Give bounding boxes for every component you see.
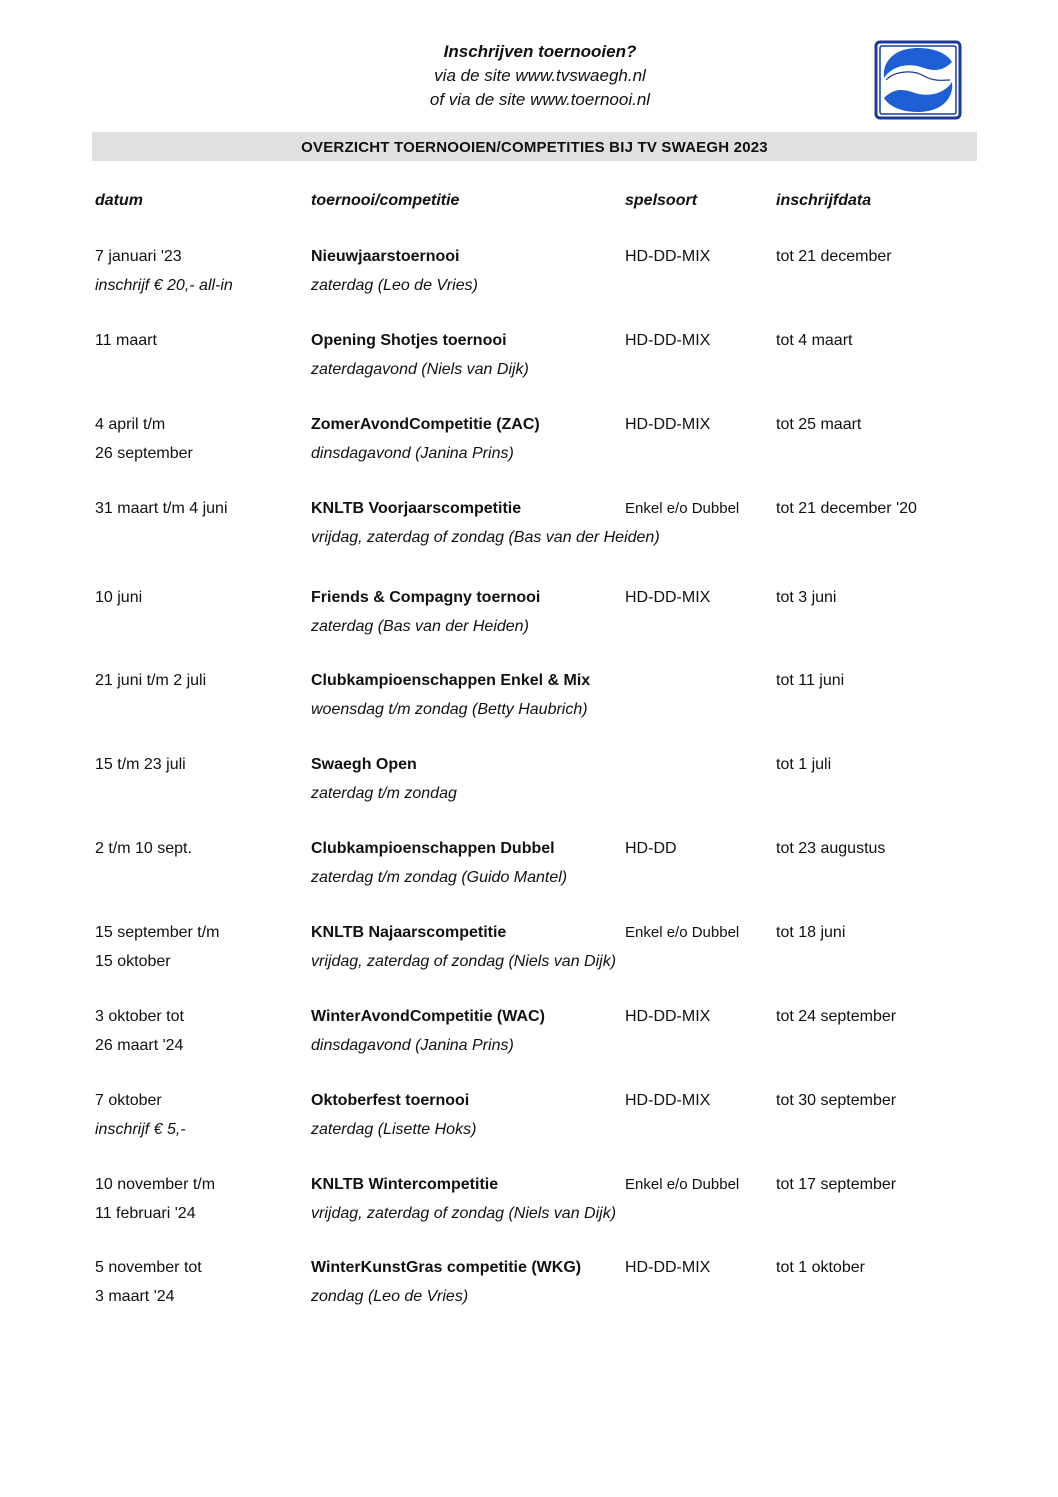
row-date: 7 oktober [95,1092,162,1109]
row-date-extra: inschrijf € 20,- all-in [95,277,233,294]
row-tournament-name: Swaegh Open [311,756,417,773]
row-tournament-detail: zaterdag (Bas van der Heiden) [311,618,529,635]
row-date-extra: 26 maart '24 [95,1037,184,1054]
row-date: 31 maart t/m 4 juni [95,500,228,517]
row-play-type: Enkel e/o Dubbel [625,924,740,941]
row-deadline: tot 30 september [776,1092,897,1109]
table-row [0,918,1058,978]
row-deadline: tot 17 september [776,1176,897,1193]
row-tournament-detail: zaterdag (Lisette Hoks) [311,1121,477,1138]
header-line-1: Inschrijven toernooien? [443,42,637,61]
row-tournament-detail: vrijdag, zaterdag of zondag (Niels van Dijk) [311,1205,617,1222]
row-play-type: HD-DD-MIX [625,248,711,265]
row-play-type: HD-DD-MIX [625,589,711,606]
row-tournament-detail: dinsdagavond (Janina Prins) [311,445,514,462]
row-deadline: tot 25 maart [776,416,862,433]
row-date-extra: 11 februari '24 [95,1205,196,1222]
row-tournament-name: KNLTB Najaarscompetitie [311,924,507,941]
row-date-extra: 3 maart '24 [95,1288,175,1305]
table-row [0,1253,1058,1313]
row-play-type: Enkel e/o Dubbel [625,500,740,517]
row-deadline: tot 11 juni [776,672,845,689]
page-title: OVERZICHT TOERNOOIEN/COMPETITIES BIJ TV SWAEGH 2023 [92,132,977,161]
row-deadline: tot 3 juni [776,589,837,606]
row-date-extra: 26 september [95,445,193,462]
header-block [300,40,780,112]
row-tournament-name: WinterKunstGras competitie (WKG) [311,1259,582,1276]
row-tournament-name: ZomerAvondCompetitie (ZAC) [311,416,540,433]
row-tournament-name: KNLTB Voorjaarscompetitie [311,500,522,517]
row-date: 2 t/m 10 sept. [95,840,192,857]
row-tournament-name: Nieuwjaarstoernooi [311,248,460,265]
row-play-type: HD-DD-MIX [625,1092,711,1109]
row-deadline: tot 4 maart [776,332,853,349]
row-play-type: HD-DD-MIX [625,1008,711,1025]
row-tournament-detail: zaterdag (Leo de Vries) [311,277,478,294]
table-row [0,242,1058,302]
row-date: 10 november t/m [95,1176,216,1193]
table-row [0,1002,1058,1062]
table-row [0,666,1058,726]
table-row [0,834,1058,894]
row-tournament-detail: vrijdag, zaterdag of zondag (Niels van Dijk) [311,953,617,970]
row-date: 10 juni [95,589,143,606]
row-play-type: HD-DD-MIX [625,416,711,433]
row-tournament-name: WinterAvondCompetitie (WAC) [311,1008,545,1025]
row-play-type: HD-DD [625,840,677,857]
table-row [0,750,1058,810]
table-row [0,410,1058,470]
row-deadline: tot 21 december '20 [776,500,917,517]
row-deadline: tot 1 juli [776,756,832,773]
row-date: 7 januari '23 [95,248,182,265]
row-tournament-detail: woensdag t/m zondag (Betty Haubrich) [311,701,588,718]
row-tournament-name: Friends & Compagny toernooi [311,589,541,606]
column-header-inschrijfdata: inschrijfdata [776,192,872,209]
row-tournament-name: Clubkampioenschappen Dubbel [311,840,555,857]
column-header-spelsoort: spelsoort [625,192,698,209]
row-date: 15 september t/m [95,924,220,941]
tv-swaegh-s-logo-icon [874,40,962,120]
row-deadline: tot 23 augustus [776,840,886,857]
table-row [0,583,1058,643]
row-tournament-name: Oktoberfest toernooi [311,1092,470,1109]
header-line-3: of via de site www.toernooi.nl [429,90,651,109]
column-header-toernooi: toernooi/competitie [311,192,460,209]
row-tournament-detail: zaterdag t/m zondag (Guido Mantel) [311,869,568,886]
row-play-type: HD-DD-MIX [625,332,711,349]
row-deadline: tot 24 september [776,1008,897,1025]
row-tournament-name: KNLTB Wintercompetitie [311,1176,499,1193]
row-date: 3 oktober tot [95,1008,184,1025]
table-row [0,1170,1058,1230]
row-date: 5 november tot [95,1259,202,1276]
row-tournament-detail: dinsdagavond (Janina Prins) [311,1037,514,1054]
row-tournament-detail: zaterdag t/m zondag [311,785,457,802]
row-play-type: Enkel e/o Dubbel [625,1176,740,1193]
row-deadline: tot 18 juni [776,924,846,941]
table-row [0,494,1058,554]
row-deadline: tot 21 december [776,248,892,265]
row-date-extra: 15 oktober [95,953,171,970]
row-date: 4 april t/m [95,416,166,433]
table-row [0,1086,1058,1146]
row-deadline: tot 1 oktober [776,1259,865,1276]
table-row [0,326,1058,386]
row-date: 11 maart [95,332,157,349]
row-tournament-detail: zondag (Leo de Vries) [311,1288,469,1305]
row-date-extra: inschrijf € 5,- [95,1121,186,1138]
row-tournament-name: Opening Shotjes toernooi [311,332,507,349]
row-date: 15 t/m 23 juli [95,756,186,773]
row-tournament-name: Clubkampioenschappen Enkel & Mix [311,672,591,689]
row-play-type: HD-DD-MIX [625,1259,711,1276]
row-tournament-detail: zaterdagavond (Niels van Dijk) [311,361,529,378]
row-tournament-detail: vrijdag, zaterdag of zondag (Bas van der Heiden) [311,529,660,546]
column-header-datum: datum [95,192,143,209]
row-date: 21 juni t/m 2 juli [95,672,207,689]
header-line-2: via de site www.tvswaegh.nl [434,66,646,85]
